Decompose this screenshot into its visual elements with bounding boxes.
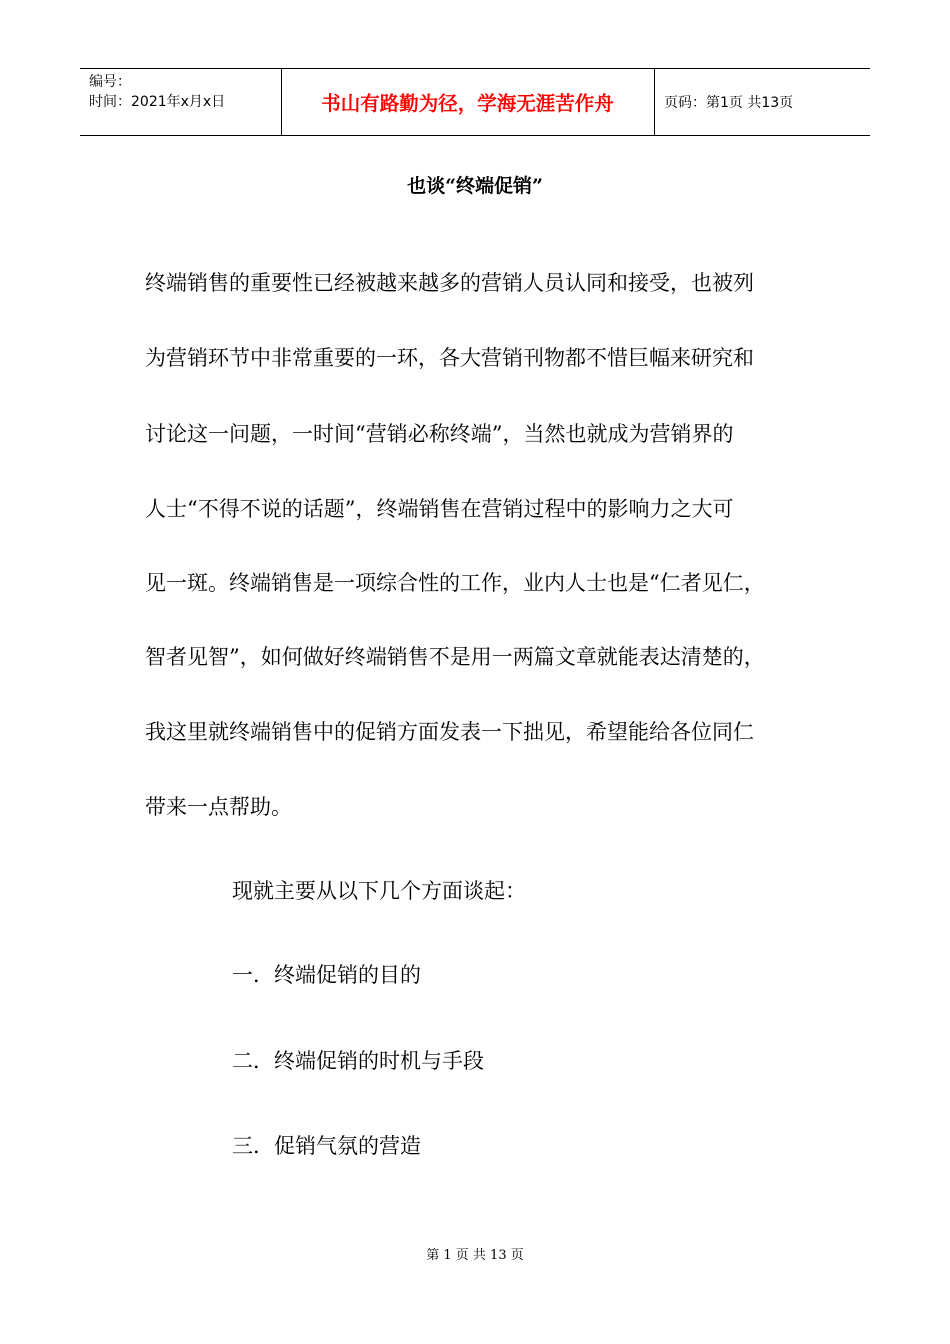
document-number: 编号： [89, 74, 131, 90]
header-motto: 书山有路勤为径，学海无涯苦作舟 [321, 92, 614, 115]
paragraph-line: 终端销售的重要性已经被越来越多的营销人员认同和接受，也被列 [145, 271, 754, 295]
intro-line: 现就主要从以下几个方面谈起： [232, 879, 526, 903]
page-footer: 第 1 页 共 13 页 [426, 1248, 524, 1263]
document-title: 也谈“终端促销” [407, 175, 543, 197]
header-divider [654, 69, 655, 135]
paragraph-line: 人士“不得不说的话题”，终端销售在营销过程中的影响力之大可 [145, 497, 734, 521]
paragraph-line: 见一斑。终端销售是一项综合性的工作，业内人士也是“仁者见仁， [145, 571, 765, 595]
paragraph-line: 带来一点帮助。 [145, 795, 292, 819]
page-header [80, 68, 870, 136]
paragraph-line: 讨论这一问题，一时间“营销必称终端”，当然也就成为营销界的 [145, 422, 734, 446]
paragraph-line: 智者见智”，如何做好终端销售不是用一两篇文章就能表达清楚的， [145, 645, 765, 669]
header-page-info: 页码：第1页 共13页 [664, 95, 794, 111]
outline-item: 二．终端促销的时机与手段 [232, 1049, 484, 1073]
header-meta [89, 72, 225, 112]
outline-item: 一．终端促销的目的 [232, 963, 421, 987]
outline-item: 三．促销气氛的营造 [232, 1134, 421, 1158]
paragraph-line: 我这里就终端销售中的促销方面发表一下拙见，希望能给各位同仁 [145, 720, 754, 744]
paragraph-line: 为营销环节中非常重要的一环，各大营销刊物都不惜巨幅来研究和 [145, 346, 754, 370]
document-date: 时间：2021年x月x日 [89, 94, 226, 110]
